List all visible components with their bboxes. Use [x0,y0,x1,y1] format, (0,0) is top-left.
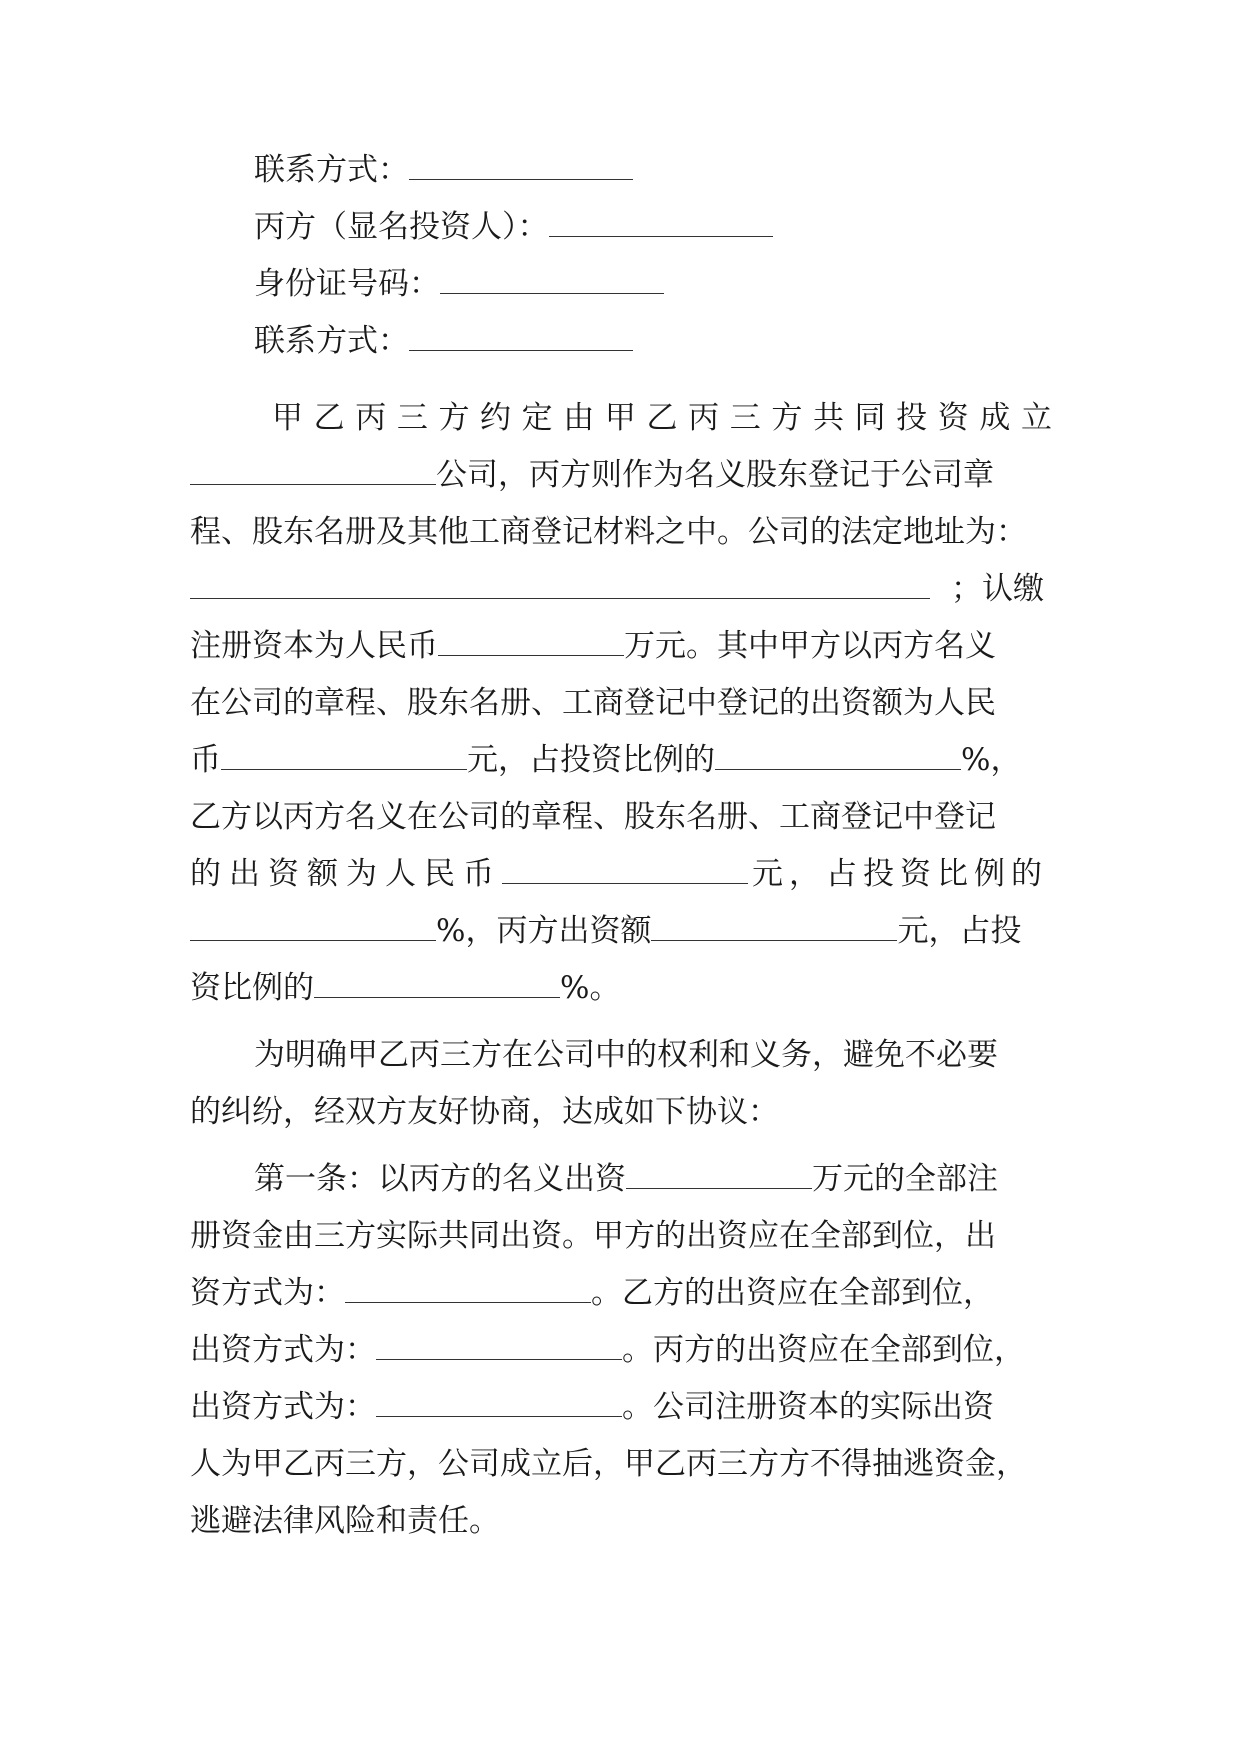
party-c-label: 丙方（显名投资人）： [254,209,549,245]
party-b-amount-blank[interactable] [502,857,748,884]
intro-line-10 [190,911,1052,951]
article1-line-4 [190,1330,1052,1370]
intro-line-7 [190,740,1052,780]
intro-text: 万元。其中甲方以丙方名义 [624,628,996,664]
intro-line-3 [190,512,1052,552]
contact-line-1 [254,150,1052,190]
intro-text: %， [961,742,1022,778]
intro-line-11 [190,968,1052,1008]
article1-line-3 [190,1273,1052,1313]
intro-text: 币 [190,742,221,778]
id-number-blank[interactable] [440,267,664,294]
contact-blank[interactable] [409,153,633,180]
intro-text: ；认缴 [951,571,1044,607]
intro-line-2 [190,455,1052,495]
article-text: 。乙方的出资应在全部到位， [591,1275,994,1311]
article-text: 册资金由三方实际共同出资。甲方的出资应在全部到位，出 [190,1218,996,1254]
id-number-label: 身份证号码： [254,266,440,302]
intro-text: 资比例的 [190,970,314,1006]
address-blank[interactable] [190,572,930,599]
article-text: 万元的全部注 [812,1161,998,1197]
company-name-blank[interactable] [190,458,436,485]
intro-line-1 [272,398,1052,438]
intro-text: 注册资本为人民币 [190,628,438,664]
article-text: 第一条：以丙方的名义出资 [254,1161,626,1197]
purpose-text: 为明确甲乙丙三方在公司中的权利和义务，避免不必要 [254,1037,998,1073]
party-b-method-blank[interactable] [376,1333,622,1360]
article1-line-1 [254,1159,1052,1199]
intro-text: 程、股东名册及其他工商登记材料之中。公司的法定地址为： [190,514,1027,550]
intro-text: %。 [560,970,621,1006]
purpose-line-2 [190,1092,1052,1132]
contact-blank[interactable] [409,324,633,351]
intro-text: 公司，丙方则作为名义股东登记于公司章 [436,457,994,493]
party-c-ratio-blank[interactable] [314,971,560,998]
party-a-ratio-blank[interactable] [715,743,961,770]
intro-line-5 [190,626,1052,666]
article-text: 资方式为： [190,1275,345,1311]
intro-text: %，丙方出资额 [436,913,652,949]
intro-line-4 [190,569,1052,609]
article1-line-7 [190,1501,1052,1541]
party-c-blank[interactable] [549,210,773,237]
party-b-ratio-blank[interactable] [190,914,436,941]
article-text: 出资方式为： [190,1332,376,1368]
article1-line-5 [190,1387,1052,1427]
intro-text: 元，占投资比例的 [467,742,715,778]
intro-text: 乙方以丙方名义在公司的章程、股东名册、工商登记中登记 [190,799,996,835]
id-number-line [254,264,1052,304]
intro-text: 元，占投资比例的 [752,856,1048,892]
contact-label: 联系方式： [254,152,409,188]
intro-line-9 [190,854,1052,894]
party-c-line [254,207,1052,247]
party-c-amount-blank[interactable] [651,914,897,941]
intro-text: 元，占投 [897,913,1022,949]
article1-line-6 [190,1444,1052,1484]
intro-text: 甲乙丙三方约定由甲乙丙三方共同投资成立 [272,400,1052,436]
purpose-text: 的纠纷，经双方友好协商，达成如下协议： [190,1094,779,1130]
contact-label: 联系方式： [254,323,409,359]
article-text: 。丙方的出资应在全部到位， [622,1332,1025,1368]
party-c-method-blank[interactable] [376,1390,622,1417]
intro-text: 的出资额为人民币 [190,856,502,892]
contact-line-2 [254,321,1052,361]
intro-text: 在公司的章程、股东名册、工商登记中登记的出资额为人民 [190,685,996,721]
article-text: 。公司注册资本的实际出资 [622,1389,994,1425]
party-a-amount-blank[interactable] [221,743,467,770]
registered-capital-blank[interactable] [438,629,624,656]
article-text: 逃避法律风险和责任。 [190,1503,500,1539]
nominal-capital-blank[interactable] [626,1162,812,1189]
article1-line-2 [190,1216,1052,1256]
purpose-line-1 [254,1035,1052,1075]
intro-line-8 [190,797,1052,837]
intro-line-6 [190,683,1052,723]
article-text: 人为甲乙丙三方，公司成立后，甲乙丙三方方不得抽逃资金， [190,1446,1027,1482]
article-text: 出资方式为： [190,1389,376,1425]
party-a-method-blank[interactable] [345,1276,591,1303]
